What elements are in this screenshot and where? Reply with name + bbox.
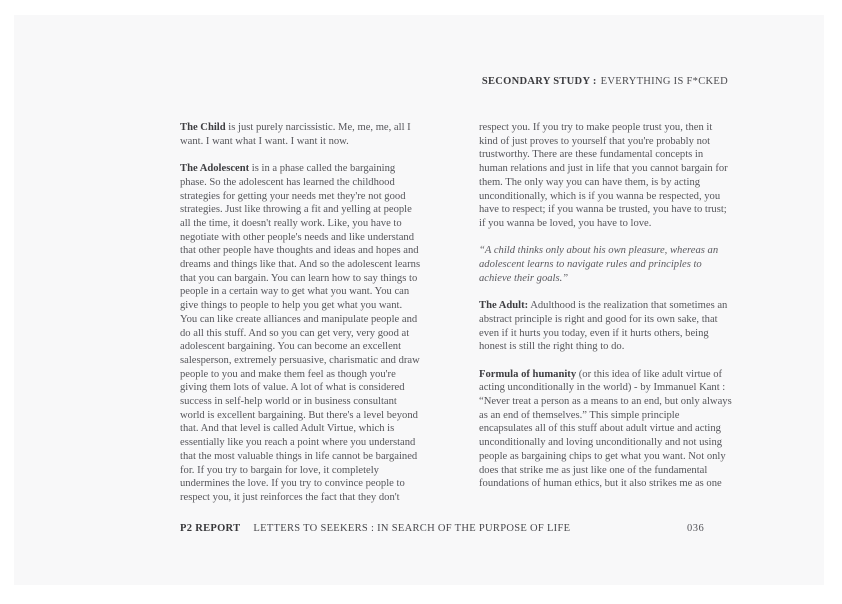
paragraph-formula-of-humanity xyxy=(479,368,732,491)
footer-report-label: P2 REPORT xyxy=(180,523,241,534)
running-header xyxy=(482,76,728,87)
paragraph-the-child xyxy=(180,121,421,148)
pull-quote xyxy=(479,244,732,285)
running-footer xyxy=(180,523,570,534)
paragraph-text: is in a phase called the bargaining phase. So the adolescent has learned the childhood strategies for getting your needs met they're not good strategies. Just like throwing a fit and yelling at people all the time, it doesn't really work. Like, you have to negotiate with other people's needs and like understand that other people have thoughts and ideas and hopes and dreams and things like that. And so the adolescent learns that you can bargain. You can learn how to say things to people in a certain way to get what you want. You can give things to people to help you get what you want. You can like create alliances and manipulate people and do all this stuff. And so you can get very, very good at adolescent bargaining. You can become an excellent salesperson, extremely persuasive, charismatic and draw people to you and make them feel as though you're giving them lots of value. A lot of what is considered success in self-help world or in business consultant world is excellent bargaining. But there's a level beyond that. And that level is called Adult Virtue, which is essentially like you reach a point where you understand that the most valuable things in life cannot be bargained for. If you try to bargain for love, it completely undermines the love. If you try to convince people to respect you, it just reinforces the fact that they don't xyxy=(180,163,421,503)
paragraph-lead: Formula of humanity xyxy=(479,368,577,380)
paragraph-lead: The Adolescent xyxy=(180,163,250,175)
paragraph-text: is just purely narcissistic. Me, me, me, all I want. I want what I want. I want it now. xyxy=(180,122,411,147)
quote-text: “A child thinks only about his own pleasure, whereas an adolescent learns to navigate rules and principles to achieve their goals.” xyxy=(479,245,719,284)
paragraph-text: respect you. If you try to make people trust you, then it kind of just proves to yourself that you're probably not trustworthy. There are these fundamental concepts in human relations and just in life that you cannot bargain for them. The only way you can have them, is by acting unconditionally, which is if you wanna be respected, you have to respect; if you wanna be trusted, you have to trust; if you wanna be loved, you have to love. xyxy=(479,122,728,229)
left-column xyxy=(180,121,421,505)
document-page xyxy=(14,15,824,585)
page-number: 036 xyxy=(687,523,705,534)
paragraph-lead: The Child xyxy=(180,122,226,133)
paragraph-the-adult xyxy=(479,299,732,354)
paragraph-text: (or this idea of like adult virtue of acting unconditionally in the world) - by Immanuel Kant : “Never treat a person as a means to an end, but only always as an end of themselves.” This simple principle encapsulates all of this stuff about adult virtue and acting unconditionally and loving unconditionally and not using people as bargaining chips to get what you want. Not only does that strike me as just like one of the fundamental foundations of human ethics, but it also strikes me as one xyxy=(479,368,732,490)
paragraph-lead: The Adult: xyxy=(479,300,529,312)
header-book-title: EVERYTHING IS F*CKED xyxy=(600,76,728,87)
right-column xyxy=(479,121,732,505)
text-columns xyxy=(180,121,732,505)
paragraph-text: Adulthood is the realization that sometimes an abstract principle is right and good for its own sake, that even if it hurts you today, even if it hurts others, being honest is still the right thing to do. xyxy=(479,300,728,353)
footer-doc-title: LETTERS TO SEEKERS : IN SEARCH OF THE PURPOSE OF LIFE xyxy=(253,523,571,534)
header-section-label: SECONDARY STUDY : xyxy=(481,76,597,87)
paragraph-the-adolescent xyxy=(180,162,421,505)
paragraph-continuation xyxy=(479,121,732,231)
